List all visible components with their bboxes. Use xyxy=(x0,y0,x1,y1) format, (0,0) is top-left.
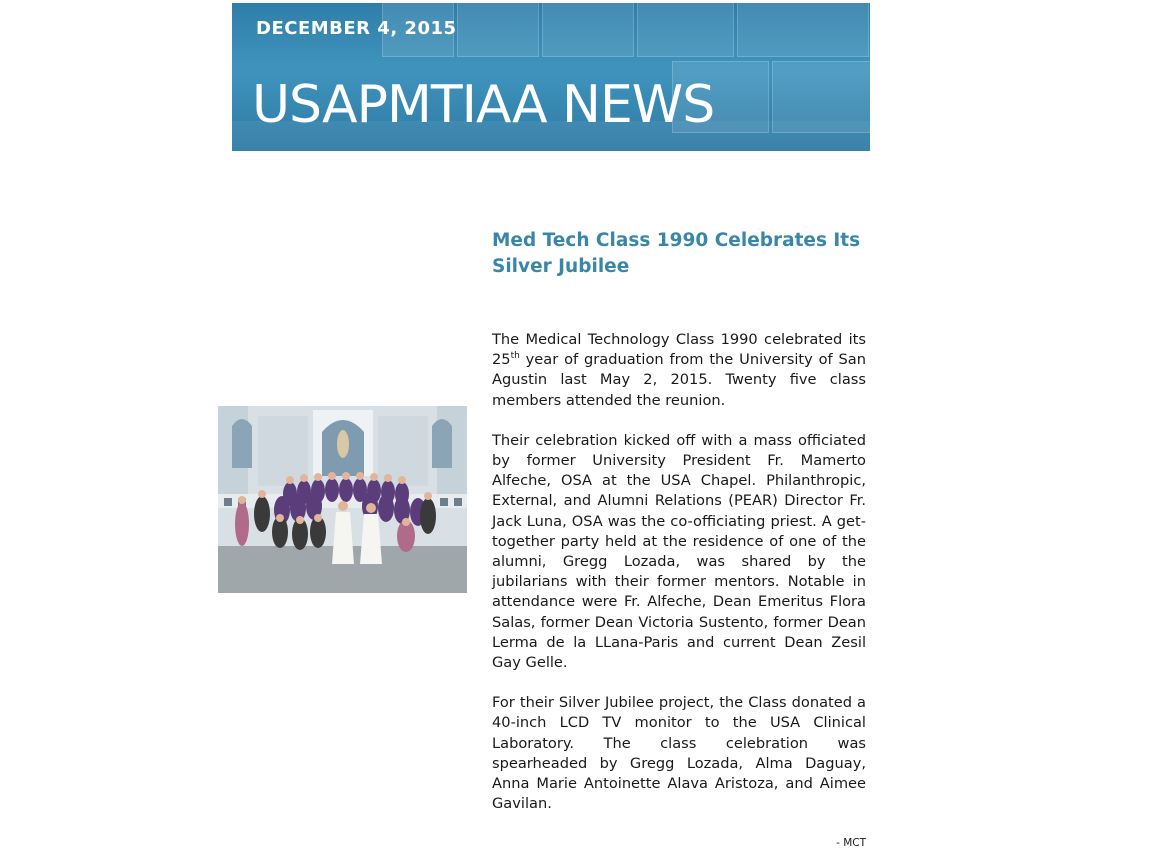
banner-window-pane xyxy=(457,3,539,57)
article-headline: Med Tech Class 1990 Celebrates Its Silver Jubilee xyxy=(492,230,861,277)
article-paragraph-3: For their Silver Jubilee project, the Class donated a 40-inch LCD TV monitor to the USA Clinical Laboratory. The class celebration was spearheaded by Gregg Lozada, Alma Daguay, Anna Marie Antoinette Alava Aristoza, and Aimee Gavilan. xyxy=(492,694,866,813)
issue-date: DECEMBER 4, 2015 xyxy=(256,18,457,39)
newsletter-banner xyxy=(232,3,870,151)
article-paragraph-2: Their celebration kicked off with a mass officiated by former University President Fr. Mamerto Alfeche, OSA at the USA Chapel. Philanthropic, External, and Alumni Relations (PEAR) Director Fr. Jack Luna, OSA was the co-officiating priest. A get-together party held at the residence of one of the alumni, Gregg Lozada, was shared by the jubilarians with their former mentors. Notable in attendance were Fr. Alfeche, Dean Emeritus Flora Salas, former Dean Victoria Sustento, former Dean Lerma de la LLana-Paris and current Dean Zesil Gay Gelle. xyxy=(492,431,866,672)
article-body xyxy=(492,330,866,834)
chapel-group-photo-image xyxy=(218,406,467,593)
article-paragraph-1-text: The Medical Technology Class 1990 celebrated its 25 xyxy=(492,331,866,369)
article-paragraph-1-text-cont: year of graduation from the University of San Agustin last May 2, 2015. Twenty five class members attended the reunion. xyxy=(492,351,866,409)
newsletter-title: USAPMTIAA NEWS xyxy=(252,75,715,135)
banner-window-pane xyxy=(542,3,634,57)
banner-window-pane xyxy=(737,3,869,57)
author-initials: - MCT xyxy=(836,837,866,849)
ordinal-suffix: th xyxy=(510,351,520,362)
banner-window-pane xyxy=(637,3,734,57)
article-paragraph xyxy=(492,330,866,411)
class-group-photo xyxy=(218,406,467,593)
